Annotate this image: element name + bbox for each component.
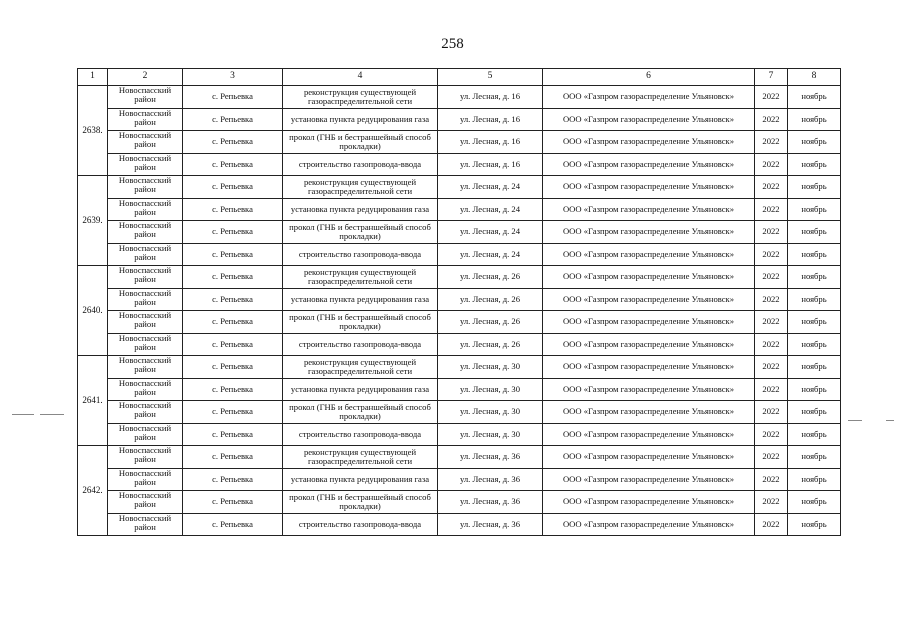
district-cell: Новоспасский район	[108, 176, 183, 199]
settlement-cell: с. Репьевка	[183, 401, 283, 424]
organization-cell: ООО «Газпром газораспределение Ульяновск»	[543, 401, 755, 424]
address-cell: ул. Лесная, д. 36	[438, 468, 543, 491]
district-cell: Новоспасский район	[108, 266, 183, 289]
organization-cell: ООО «Газпром газораспределение Ульяновск»	[543, 446, 755, 469]
settlement-cell: с. Репьевка	[183, 491, 283, 514]
organization-cell: ООО «Газпром газораспределение Ульяновск»	[543, 423, 755, 446]
settlement-cell: с. Репьевка	[183, 86, 283, 109]
settlement-cell: с. Репьевка	[183, 243, 283, 266]
month-cell: ноябрь	[788, 221, 841, 244]
district-cell: Новоспасский район	[108, 221, 183, 244]
table-row	[78, 221, 841, 244]
year-cell: 2022	[755, 401, 788, 424]
address-cell: ул. Лесная, д. 26	[438, 266, 543, 289]
work-type-cell: прокол (ГНБ и бестраншейный способ прокладки)	[283, 401, 438, 424]
organization-cell: ООО «Газпром газораспределение Ульяновск»	[543, 221, 755, 244]
work-type-cell: реконструкция существующей газораспределительной сети	[283, 356, 438, 379]
table-row	[78, 86, 841, 109]
month-cell: ноябрь	[788, 333, 841, 356]
item-number-cell: 2639.	[78, 176, 108, 266]
work-type-cell: реконструкция существующей газораспределительной сети	[283, 446, 438, 469]
year-cell: 2022	[755, 153, 788, 176]
settlement-cell: с. Репьевка	[183, 311, 283, 334]
organization-cell: ООО «Газпром газораспределение Ульяновск»	[543, 491, 755, 514]
address-cell: ул. Лесная, д. 26	[438, 311, 543, 334]
settlement-cell: с. Репьевка	[183, 108, 283, 131]
district-cell: Новоспасский район	[108, 153, 183, 176]
year-cell: 2022	[755, 176, 788, 199]
year-cell: 2022	[755, 513, 788, 536]
work-type-cell: прокол (ГНБ и бестраншейный способ прокладки)	[283, 221, 438, 244]
settlement-cell: с. Репьевка	[183, 153, 283, 176]
work-type-cell: прокол (ГНБ и бестраншейный способ прокладки)	[283, 311, 438, 334]
column-header: 3	[183, 69, 283, 86]
work-type-cell: строительство газопровода-ввода	[283, 243, 438, 266]
table-row	[78, 356, 841, 379]
year-cell: 2022	[755, 221, 788, 244]
table-row	[78, 176, 841, 199]
year-cell: 2022	[755, 266, 788, 289]
address-cell: ул. Лесная, д. 36	[438, 491, 543, 514]
month-cell: ноябрь	[788, 198, 841, 221]
month-cell: ноябрь	[788, 176, 841, 199]
district-cell: Новоспасский район	[108, 311, 183, 334]
table-row	[78, 513, 841, 536]
column-header: 6	[543, 69, 755, 86]
table-header-row	[78, 69, 841, 86]
month-cell: ноябрь	[788, 266, 841, 289]
work-type-cell: строительство газопровода-ввода	[283, 333, 438, 356]
table-row	[78, 378, 841, 401]
organization-cell: ООО «Газпром газораспределение Ульяновск»	[543, 311, 755, 334]
work-type-cell: установка пункта редуцирования газа	[283, 468, 438, 491]
item-number-cell: 2640.	[78, 266, 108, 356]
year-cell: 2022	[755, 288, 788, 311]
district-cell: Новоспасский район	[108, 401, 183, 424]
table-row	[78, 401, 841, 424]
table-row	[78, 266, 841, 289]
address-cell: ул. Лесная, д. 24	[438, 176, 543, 199]
district-cell: Новоспасский район	[108, 468, 183, 491]
organization-cell: ООО «Газпром газораспределение Ульяновск»	[543, 288, 755, 311]
month-cell: ноябрь	[788, 311, 841, 334]
settlement-cell: с. Репьевка	[183, 176, 283, 199]
settlement-cell: с. Репьевка	[183, 131, 283, 154]
settlement-cell: с. Репьевка	[183, 266, 283, 289]
work-type-cell: прокол (ГНБ и бестраншейный способ прокладки)	[283, 491, 438, 514]
year-cell: 2022	[755, 423, 788, 446]
district-cell: Новоспасский район	[108, 446, 183, 469]
year-cell: 2022	[755, 198, 788, 221]
settlement-cell: с. Репьевка	[183, 513, 283, 536]
organization-cell: ООО «Газпром газораспределение Ульяновск»	[543, 243, 755, 266]
organization-cell: ООО «Газпром газораспределение Ульяновск»	[543, 176, 755, 199]
settlement-cell: с. Репьевка	[183, 378, 283, 401]
organization-cell: ООО «Газпром газораспределение Ульяновск»	[543, 153, 755, 176]
item-number-cell: 2642.	[78, 446, 108, 536]
year-cell: 2022	[755, 491, 788, 514]
month-cell: ноябрь	[788, 513, 841, 536]
organization-cell: ООО «Газпром газораспределение Ульяновск»	[543, 266, 755, 289]
district-cell: Новоспасский район	[108, 108, 183, 131]
settlement-cell: с. Репьевка	[183, 468, 283, 491]
organization-cell: ООО «Газпром газораспределение Ульяновск»	[543, 198, 755, 221]
settlement-cell: с. Репьевка	[183, 288, 283, 311]
scan-mark	[12, 414, 34, 415]
organization-cell: ООО «Газпром газораспределение Ульяновск»	[543, 333, 755, 356]
address-cell: ул. Лесная, д. 36	[438, 513, 543, 536]
work-type-cell: установка пункта редуцирования газа	[283, 108, 438, 131]
district-cell: Новоспасский район	[108, 198, 183, 221]
table-row	[78, 468, 841, 491]
organization-cell: ООО «Газпром газораспределение Ульяновск»	[543, 108, 755, 131]
work-type-cell: прокол (ГНБ и бестраншейный способ прокладки)	[283, 131, 438, 154]
address-cell: ул. Лесная, д. 16	[438, 86, 543, 109]
year-cell: 2022	[755, 243, 788, 266]
table-row	[78, 131, 841, 154]
address-cell: ул. Лесная, д. 24	[438, 243, 543, 266]
organization-cell: ООО «Газпром газораспределение Ульяновск»	[543, 86, 755, 109]
year-cell: 2022	[755, 468, 788, 491]
month-cell: ноябрь	[788, 446, 841, 469]
work-type-cell: реконструкция существующей газораспределительной сети	[283, 266, 438, 289]
organization-cell: ООО «Газпром газораспределение Ульяновск»	[543, 468, 755, 491]
month-cell: ноябрь	[788, 288, 841, 311]
month-cell: ноябрь	[788, 131, 841, 154]
month-cell: ноябрь	[788, 108, 841, 131]
district-cell: Новоспасский район	[108, 131, 183, 154]
address-cell: ул. Лесная, д. 30	[438, 401, 543, 424]
district-cell: Новоспасский район	[108, 86, 183, 109]
address-cell: ул. Лесная, д. 16	[438, 108, 543, 131]
address-cell: ул. Лесная, д. 36	[438, 446, 543, 469]
address-cell: ул. Лесная, д. 26	[438, 333, 543, 356]
address-cell: ул. Лесная, д. 30	[438, 423, 543, 446]
organization-cell: ООО «Газпром газораспределение Ульяновск»	[543, 513, 755, 536]
district-cell: Новоспасский район	[108, 243, 183, 266]
district-cell: Новоспасский район	[108, 513, 183, 536]
month-cell: ноябрь	[788, 468, 841, 491]
work-type-cell: реконструкция существующей газораспределительной сети	[283, 176, 438, 199]
scan-mark	[848, 420, 862, 421]
table-row	[78, 153, 841, 176]
column-header: 2	[108, 69, 183, 86]
work-type-cell: строительство газопровода-ввода	[283, 423, 438, 446]
column-header: 8	[788, 69, 841, 86]
year-cell: 2022	[755, 356, 788, 379]
district-cell: Новоспасский район	[108, 378, 183, 401]
work-type-cell: строительство газопровода-ввода	[283, 153, 438, 176]
address-cell: ул. Лесная, д. 24	[438, 198, 543, 221]
table-row	[78, 333, 841, 356]
month-cell: ноябрь	[788, 401, 841, 424]
work-type-cell: установка пункта редуцирования газа	[283, 198, 438, 221]
month-cell: ноябрь	[788, 378, 841, 401]
settlement-cell: с. Репьевка	[183, 221, 283, 244]
column-header: 5	[438, 69, 543, 86]
month-cell: ноябрь	[788, 491, 841, 514]
work-type-cell: реконструкция существующей газораспределительной сети	[283, 86, 438, 109]
year-cell: 2022	[755, 311, 788, 334]
address-cell: ул. Лесная, д. 16	[438, 131, 543, 154]
month-cell: ноябрь	[788, 86, 841, 109]
work-type-cell: установка пункта редуцирования газа	[283, 288, 438, 311]
address-cell: ул. Лесная, д. 16	[438, 153, 543, 176]
table-row	[78, 491, 841, 514]
year-cell: 2022	[755, 378, 788, 401]
organization-cell: ООО «Газпром газораспределение Ульяновск»	[543, 356, 755, 379]
year-cell: 2022	[755, 333, 788, 356]
district-cell: Новоспасский район	[108, 288, 183, 311]
work-type-cell: установка пункта редуцирования газа	[283, 378, 438, 401]
month-cell: ноябрь	[788, 243, 841, 266]
district-cell: Новоспасский район	[108, 333, 183, 356]
item-number-cell: 2641.	[78, 356, 108, 446]
column-header: 7	[755, 69, 788, 86]
table-row	[78, 243, 841, 266]
page-number: 258	[441, 36, 464, 52]
scan-mark	[40, 414, 64, 415]
year-cell: 2022	[755, 108, 788, 131]
scan-mark	[886, 420, 894, 421]
settlement-cell: с. Репьевка	[183, 198, 283, 221]
year-cell: 2022	[755, 86, 788, 109]
organization-cell: ООО «Газпром газораспределение Ульяновск»	[543, 131, 755, 154]
table-row	[78, 108, 841, 131]
year-cell: 2022	[755, 131, 788, 154]
month-cell: ноябрь	[788, 356, 841, 379]
month-cell: ноябрь	[788, 423, 841, 446]
settlement-cell: с. Репьевка	[183, 446, 283, 469]
table-row	[78, 288, 841, 311]
month-cell: ноябрь	[788, 153, 841, 176]
address-cell: ул. Лесная, д. 30	[438, 356, 543, 379]
address-cell: ул. Лесная, д. 24	[438, 221, 543, 244]
district-cell: Новоспасский район	[108, 423, 183, 446]
settlement-cell: с. Репьевка	[183, 333, 283, 356]
district-cell: Новоспасский район	[108, 356, 183, 379]
item-number-cell: 2638.	[78, 86, 108, 176]
table-row	[78, 311, 841, 334]
table-row	[78, 198, 841, 221]
district-cell: Новоспасский район	[108, 491, 183, 514]
year-cell: 2022	[755, 446, 788, 469]
settlement-cell: с. Репьевка	[183, 356, 283, 379]
column-header: 4	[283, 69, 438, 86]
document-table	[77, 68, 841, 536]
organization-cell: ООО «Газпром газораспределение Ульяновск»	[543, 378, 755, 401]
address-cell: ул. Лесная, д. 26	[438, 288, 543, 311]
column-header: 1	[78, 69, 108, 86]
table-body	[78, 86, 841, 536]
settlement-cell: с. Репьевка	[183, 423, 283, 446]
table-row	[78, 423, 841, 446]
address-cell: ул. Лесная, д. 30	[438, 378, 543, 401]
table-row	[78, 446, 841, 469]
work-type-cell: строительство газопровода-ввода	[283, 513, 438, 536]
